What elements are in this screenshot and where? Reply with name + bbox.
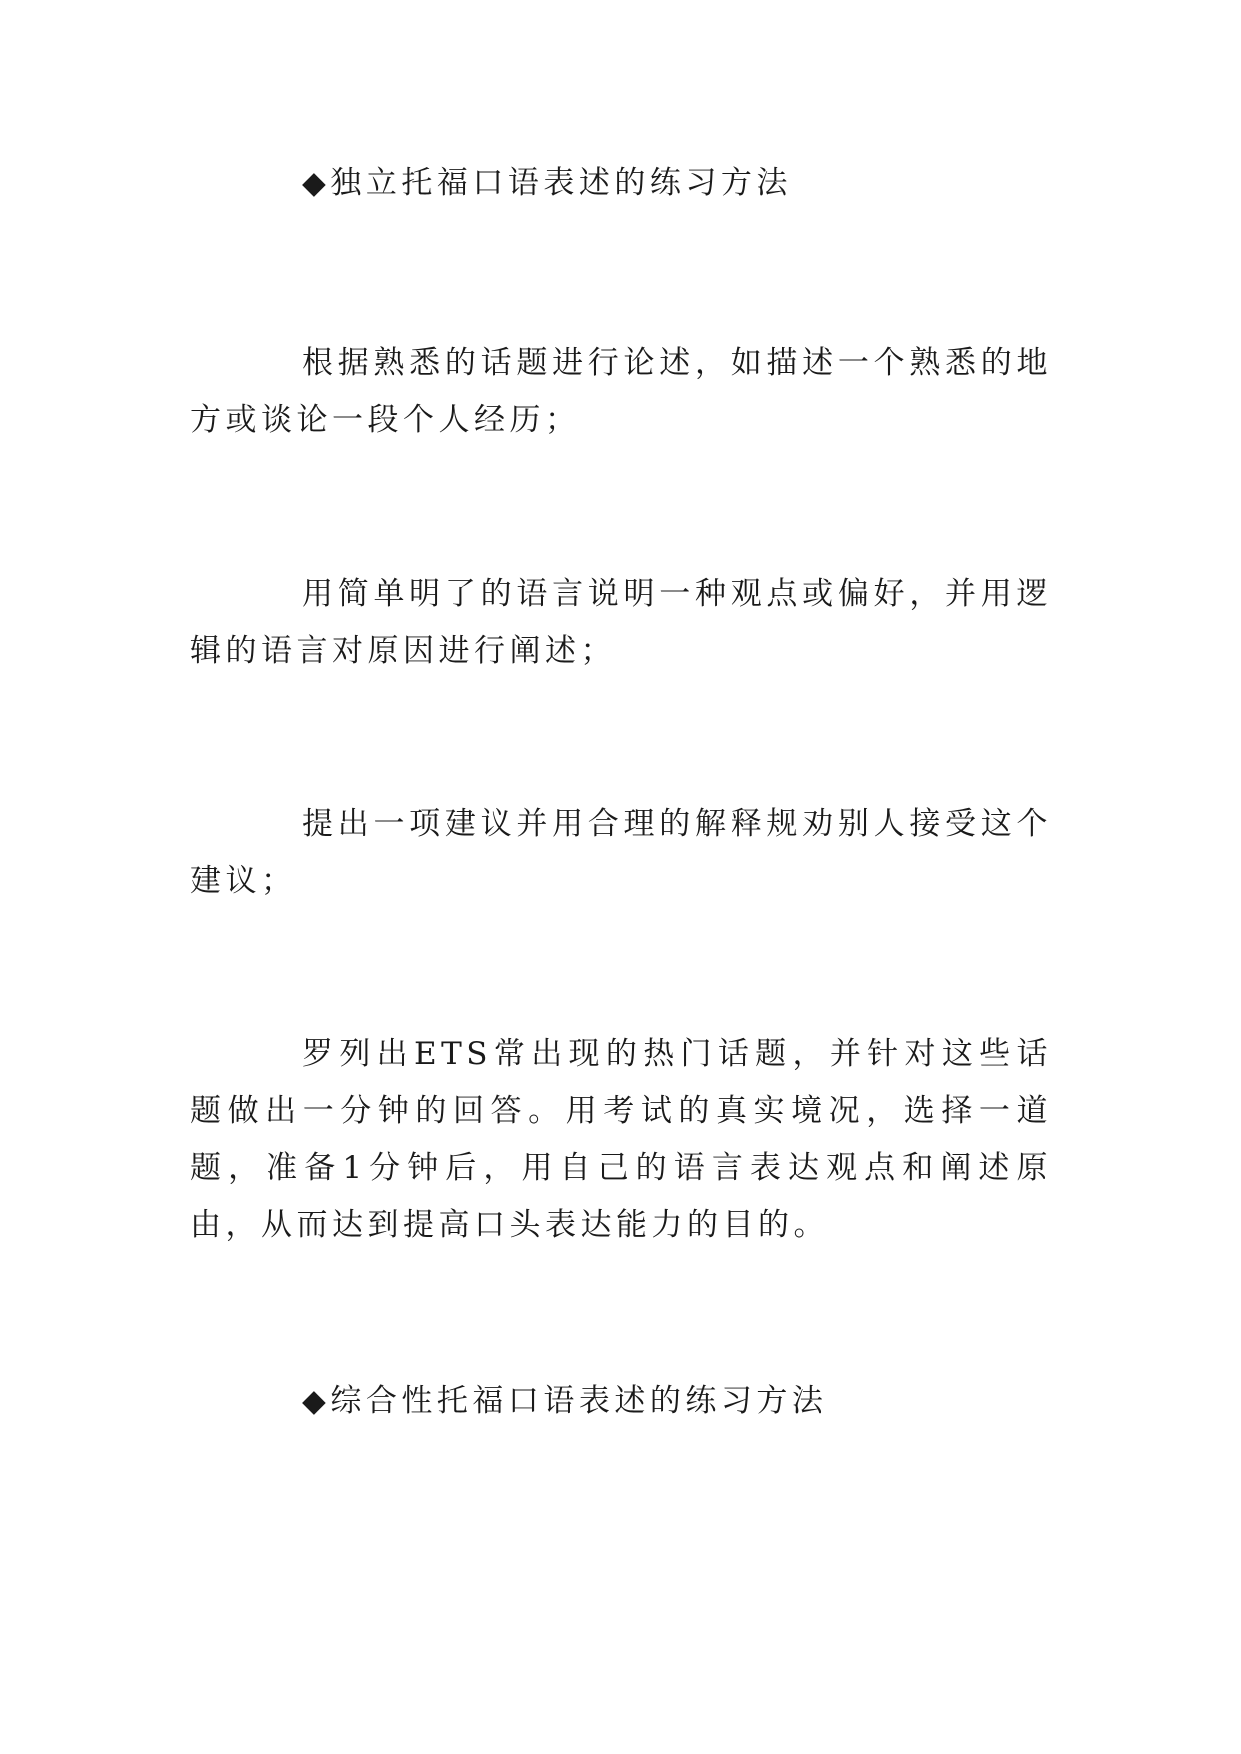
paragraph-familiar-topic: 根据熟悉的话题进行论述，如描述一个熟悉的地方或谈论一段个人经历； (190, 345, 1052, 438)
section-heading-integrated-speaking: ◆综合性托福口语表述的练习方法 (302, 1383, 828, 1419)
paragraph-opinion-preference: 用简单明了的语言说明一种观点或偏好，并用逻辑的语言对原因进行阐述； (190, 576, 1052, 669)
section-heading-independent-speaking: ◆独立托福口语表述的练习方法 (302, 165, 792, 201)
paragraph-suggestion: 提出一项建议并用合理的解释规劝别人接受这个建议； (190, 806, 1052, 899)
paragraph-hot-topics-practice: 罗列出ETS常出现的热门话题，并针对这些话题做出一分钟的回答。用考试的真实境况，选择一道题，准备1分钟后，用自己的语言表达观点和阐述原由，从而达到提高口头表达能力的目的。 (190, 1036, 1052, 1243)
